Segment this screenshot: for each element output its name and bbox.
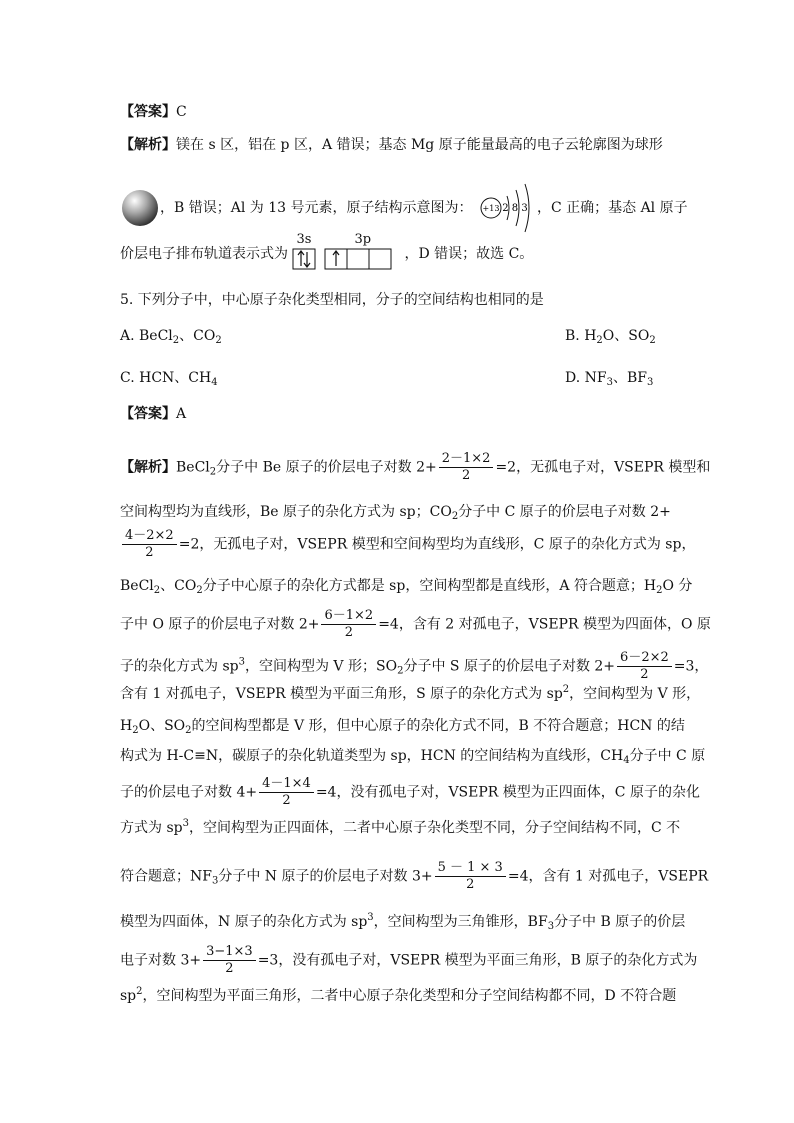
sol-line-5: 子中 O 原子的价层电子对数 2+ $\frac{6-1\times 2}{2}$ =4，含有 2 对孤电子，VSEPR 模型为四面体，O 原: [120, 608, 711, 640]
up-arrow-icon: [333, 251, 339, 266]
answer-value: A: [176, 406, 187, 422]
sol-line-15: $sp^2$，空间构型为平面三角形，二者中心原子杂化类型和分子空间结构都不同，D 不符合题: [120, 986, 677, 1004]
q5-answer-line: [120, 404, 186, 424]
sol-line-4: BeCl$_2$、$CO_2$分子中心原子的杂化方式都是 sp，空间构型都是直线形，A 符合题意；$H_2O$ 分: [120, 578, 693, 596]
sol-line-2: 空间构型均为直线形，Be 原子的杂化方式为 sp；$CO_2$分子中 C 原子的价层电子对数 2+: [120, 504, 671, 522]
down-arrow-icon: [304, 252, 310, 267]
q4-jiexi-line2: [120, 180, 688, 236]
al-atom-structure-diagram: [477, 180, 537, 236]
atom-shells-label: 2 8 3: [502, 203, 528, 214]
jiexi-tag: 【解析】: [120, 459, 176, 476]
answer-tag: 【答案】: [120, 104, 176, 120]
fraction: $\frac{4-1\times 4}{2}$: [259, 776, 314, 809]
answer-value: C: [176, 104, 187, 120]
sol-line-11: 方式为 $sp^3$，空间构型为正四面体，二者中心原子杂化类型不同，分子空间结构不同，C 不: [120, 818, 681, 836]
sol-line-8: $H_2O$、$SO_2$的空间构型都是 V 形，但中心原子的杂化方式不同，B 不符合题意；HCN 的结: [120, 718, 685, 736]
orbital-3s-label: 3s: [296, 232, 312, 247]
jiexi-tag: 【解析】: [120, 137, 176, 153]
q5-stem: 5. 下列分子中，中心原子杂化类型相同，分子的空间结构也相同的是: [120, 292, 544, 308]
up-arrow-icon: [298, 251, 304, 266]
fraction: $\frac{2-1\times 2}{2}$: [439, 451, 494, 484]
option-d: D. $NF_3$、$BF_3$: [565, 370, 654, 388]
atom-nucleus-label: +13: [482, 204, 500, 213]
q4-jiexi-line1: [120, 135, 663, 155]
sol-line-13: 模型为四面体，N 原子的杂化方式为 $sp^3$，空间构型为三角锥形，$BF_3$分子中 B 原子的价层: [120, 912, 686, 932]
q4-answer-line: [120, 102, 187, 122]
sol-line-3: $\frac{4-2\times 2}{2}$ =2，无孤电子对，VSEPR 模型和空间构型均为直线形，C 原子的杂化方式为 sp，: [120, 528, 695, 561]
q5-options-row1: [120, 326, 680, 346]
q5-options-row2: [120, 368, 680, 388]
fraction: $\frac{3-1\times 3}{2}$: [203, 944, 256, 977]
sol-line-12: 符合题意；$NF_3$分子中 N 原子的价层电子对数 3+ $\frac{5 - 1 \times 3}{2}$ =4，含有 1 对孤电子，VSEPR: [120, 860, 709, 892]
orbital-diagram: [292, 232, 404, 264]
jiexi-text: ，B 错误；Al 为 13 号元素，原子结构示意图为：: [160, 200, 473, 216]
option-b: B. $H_2O$、$SO_2$: [565, 328, 656, 346]
jiexi-text: 价层电子排布轨道表示式为: [120, 246, 288, 262]
sol-line-14: 电子对数 3+ $\frac{3-1\times 3}{2}$ =3，没有孤电子对，VSEPR 模型为平面三角形，B 原子的杂化方式为: [120, 944, 698, 976]
sol-line-10: 子的价层电子对数 4+ $\frac{4-1\times 4}{2}$ =4，没有孤电子对，VSEPR 模型为正四面体，C 原子的杂化: [120, 776, 700, 808]
answer-tag: 【答案】: [120, 406, 176, 422]
sol-line-6: 子的杂化方式为 $sp^3$，空间构型为 V 形；$SO_2$分子中 S 原子的价层电子对数 2+ $\frac{6-2\times 2}{2}$ =3，: [120, 650, 709, 682]
sol-line-7: 含有 1 对孤电子，VSEPR 模型为平面三角形，S 原子的杂化方式为 $sp^2$，空间构型为 V 形，: [120, 684, 701, 702]
option-a: A. BeCl$_2$、$CO_2$: [120, 328, 222, 346]
sphere-orbital-icon: [120, 188, 160, 228]
orbital-boxes: [292, 248, 404, 270]
fraction: $\frac{6-1\times 2}{2}$: [321, 608, 376, 641]
orbital-3p-label: 3p: [354, 232, 372, 247]
option-c: C. HCN、$CH_4$: [120, 370, 218, 388]
sol-line-1: 【解析】BeCl$_2$分子中 Be 原子的价层电子对数 2+ $\frac{2-1\times 2}{2}$ =2，无孤电子对，VSEPR 模型和: [120, 451, 711, 483]
jiexi-text: 镁在 s 区，铝在 p 区，A 错误；基态 Mg 原子能量最高的电子云轮廓图为球形: [176, 137, 663, 153]
q4-jiexi-line3: [120, 232, 534, 264]
jiexi-text: ，D 错误；故选 C。: [404, 246, 534, 262]
fraction: $\frac{4-2\times 2}{2}$: [122, 528, 177, 561]
jiexi-text: ，C 正确；基态 Al 原子: [536, 200, 688, 216]
fraction: $\frac{6-2\times 2}{2}$: [617, 650, 672, 683]
sol-line-9: 构式为 H-C≡N，碳原子的杂化轨道类型为 sp，HCN 的空间结构为直线形，$CH_4$分子中 C 原: [120, 748, 706, 766]
fraction: $\frac{5 - 1 \times 3}{2}$: [435, 860, 506, 893]
